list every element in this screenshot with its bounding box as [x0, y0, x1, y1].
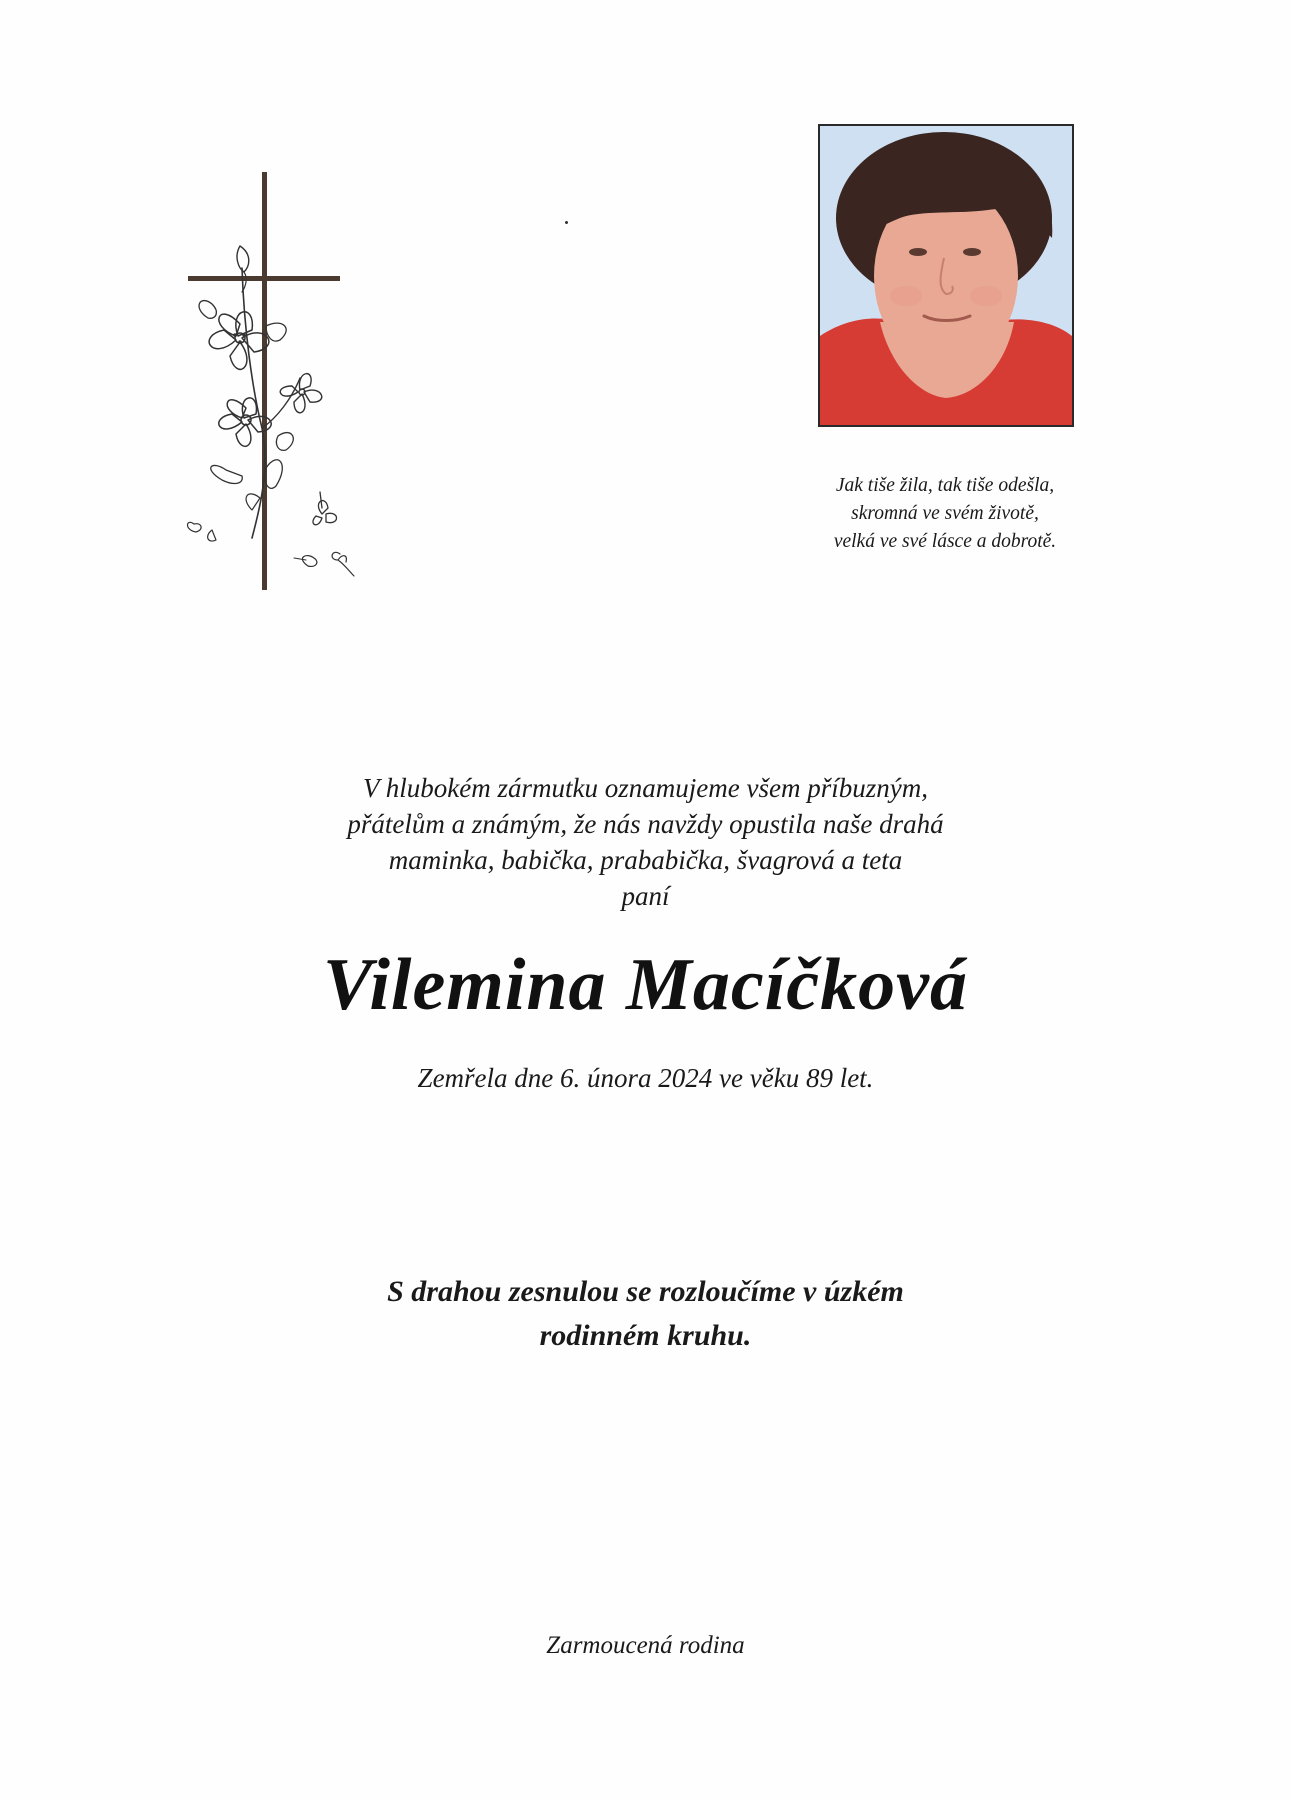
farewell-text — [200, 1270, 1091, 1358]
scan-speck — [565, 221, 568, 224]
cross-flower-icon — [182, 168, 392, 598]
farewell-line: rodinném kruhu. — [539, 1319, 752, 1352]
quote-line: Jak tiše žila, tak tiše odešla, — [835, 475, 1055, 496]
cross-horizontal-bar — [188, 276, 340, 281]
death-date-note: Zemřela dne 6. února 2024 ve věku 89 let. — [417, 1063, 874, 1093]
announcement-line: přátelům a známým, že nás navždy opustila naše drahá — [347, 809, 944, 839]
announcement-line: paní — [621, 881, 670, 911]
quote-line: velká ve své lásce a dobrotě. — [833, 531, 1057, 552]
farewell-line: S drahou zesnulou se rozloučíme v úzkém — [387, 1275, 904, 1308]
memorial-quote — [770, 472, 1120, 556]
family-signature: Zarmoucená rodina — [546, 1632, 745, 1659]
deceased-name: Vilemina Macíčková — [323, 944, 968, 1026]
quote-line: skromná ve svém životě, — [851, 503, 1039, 524]
cross-vertical-bar — [262, 172, 267, 590]
announcement-line: maminka, babička, prababička, švagrová a teta — [388, 845, 903, 875]
announcement-text — [200, 770, 1091, 914]
portrait-photo — [818, 124, 1074, 427]
announcement-line: V hlubokém zármutku oznamujeme všem příbuzným, — [363, 773, 928, 803]
